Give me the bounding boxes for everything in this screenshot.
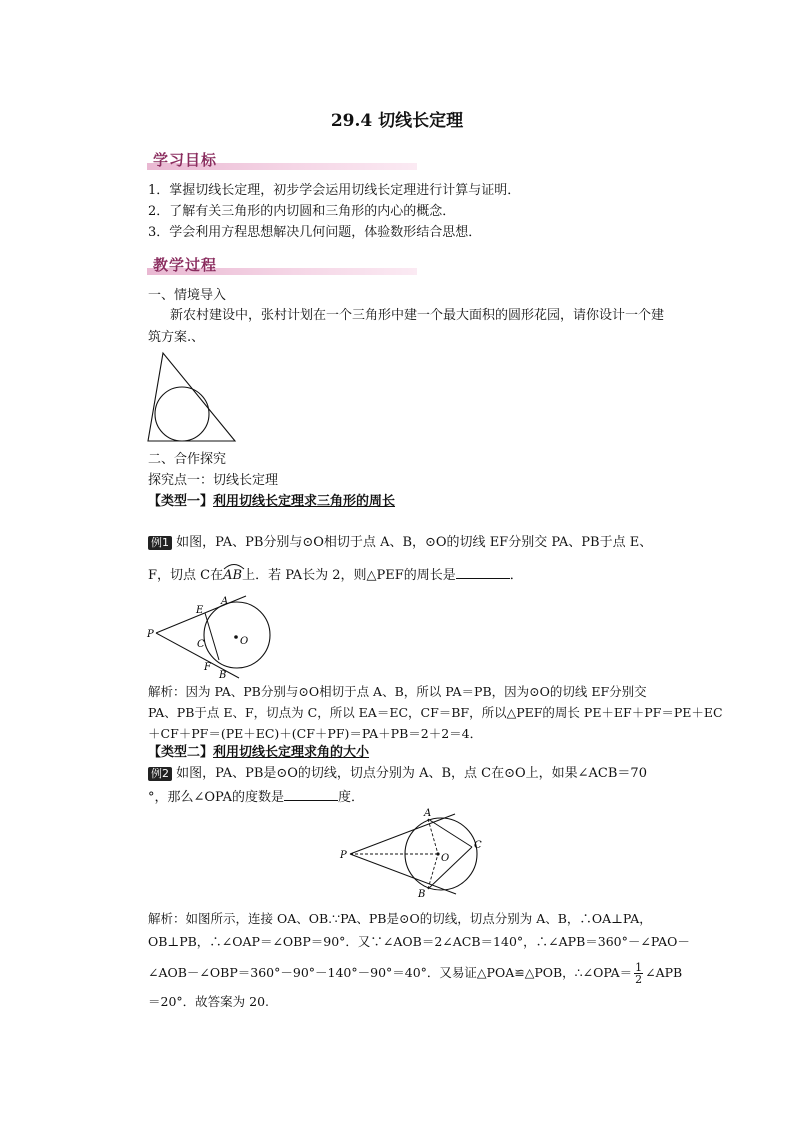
arc-ab xyxy=(223,568,242,584)
section-banner-process xyxy=(147,256,417,276)
fig1-label: E xyxy=(196,605,204,616)
fraction-numerator: 1 xyxy=(635,961,643,974)
fig2-label: P xyxy=(340,850,347,861)
solution2-line3 xyxy=(148,962,682,985)
page-title: 29.4 切线长定理 xyxy=(330,111,464,131)
example-text: °，那么∠OPA的度数是 xyxy=(148,790,284,805)
arc-label: AB xyxy=(223,568,243,583)
example-badge: 例2 xyxy=(148,767,172,781)
fig2-label: B xyxy=(418,889,426,900)
tangent-figure-2 xyxy=(335,806,487,900)
type-bracket: 【类型一】 xyxy=(148,494,214,509)
example-text: F，切点 C在 xyxy=(148,568,224,583)
fig2-label: A xyxy=(424,808,432,819)
section-banner-goals xyxy=(147,151,417,171)
example-text: 上．若 PA长为 2，则△PEF的周长是 xyxy=(242,568,456,583)
answer-blank xyxy=(284,788,338,801)
goal-item: 2．了解有关三角形的内切圆和三角形的内心的概念． xyxy=(148,204,456,219)
type-text: 利用切线长定理求角的大小 xyxy=(213,745,370,760)
type-bracket: 【类型二】 xyxy=(148,745,214,760)
intro-title: 一、情境导入 xyxy=(148,288,227,303)
solution2-text: ＝20°．故答案为 20. xyxy=(148,994,270,1009)
solution1-text: ＋CF＋PF＝(PE＋EC)＋(CF＋PF)＝PA＋PB＝2＋2＝4． xyxy=(148,726,483,741)
type2-heading xyxy=(148,745,369,761)
fraction-denominator: 2 xyxy=(635,973,643,986)
fig1-label: F xyxy=(204,662,211,673)
example1-line1 xyxy=(148,535,652,551)
solution2-text: 解析：如图所示，连接 OA、OB.∵PA、PB是⊙O的切线，切点分别为 A、B，∴OA⊥PA， xyxy=(148,911,652,926)
goal-item: 1．掌握切线长定理，初步学会运用切线长定理进行计算与证明． xyxy=(148,183,521,198)
fig1-label: B xyxy=(219,670,227,681)
solution1-text: 解析：因为 PA、PB分别与⊙O相切于点 A、B，所以 PA＝PB，因为⊙O的切线 EF分别交 xyxy=(148,684,647,699)
triangle-incircle-figure xyxy=(145,350,241,446)
example-text: 如图，PA、PB分别与⊙O相切于点 A、B，⊙O的切线 EF分别交 PA、PB于点 E、 xyxy=(176,535,653,550)
banner-heading: 教学过程 xyxy=(153,256,218,274)
example-text: 如图，PA、PB是⊙O的切线，切点分别为 A、B，点 C在⊙O上，如果∠ACB＝70 xyxy=(176,766,647,781)
solution2-text: OB⊥PB，∴∠OAP＝∠OBP＝90°．又∵∠AOB＝2∠ACB＝140°，∴∠APB＝360°－∠PAO－ xyxy=(148,934,690,949)
intro-text: 新农村建设中，张村计划在一个三角形中建一个最大面积的圆形花园，请你设计一个建 xyxy=(170,308,665,323)
solution1-text: PA、PB于点 E、F，切点为 C，所以 EA＝EC，CF＝BF，所以△PEF的周长 PE＋EF＋PF＝PE＋EC xyxy=(148,705,723,720)
example1-line2 xyxy=(148,566,523,584)
answer-blank xyxy=(456,566,510,579)
point-title: 探究点一：切线长定理 xyxy=(148,473,279,488)
fig1-label: C xyxy=(197,639,205,650)
banner-heading: 学习目标 xyxy=(153,151,218,169)
example-text: ． xyxy=(509,568,523,583)
fraction xyxy=(634,962,643,985)
goal-item: 3．学会利用方程思想解决几何问题，体验数形结合思想． xyxy=(148,225,482,240)
fig2-label: O xyxy=(441,853,450,864)
fig1-label: P xyxy=(147,629,154,640)
fig2-label: C xyxy=(474,840,482,851)
fig1-label: A xyxy=(221,596,229,607)
example2-line2 xyxy=(148,788,364,806)
type1-heading xyxy=(148,494,395,510)
arc-mark xyxy=(223,562,245,570)
tangent-figure-1 xyxy=(145,590,280,682)
solution2-text: ∠AOB－∠OBP＝360°－90°－140°－90°＝40°．又易证△POA≌△POB，∴∠OPA＝ xyxy=(148,965,633,980)
type-text: 利用切线长定理求三角形的周长 xyxy=(213,494,396,509)
fig1-label: O xyxy=(240,636,249,647)
example-badge: 例1 xyxy=(148,536,172,550)
solution2-text: ∠APB xyxy=(645,965,683,980)
example-text: 度． xyxy=(338,790,365,805)
intro-text: 筑方案.、 xyxy=(148,330,205,345)
coop-title: 二、合作探究 xyxy=(148,452,227,467)
example2-line1 xyxy=(148,766,647,782)
